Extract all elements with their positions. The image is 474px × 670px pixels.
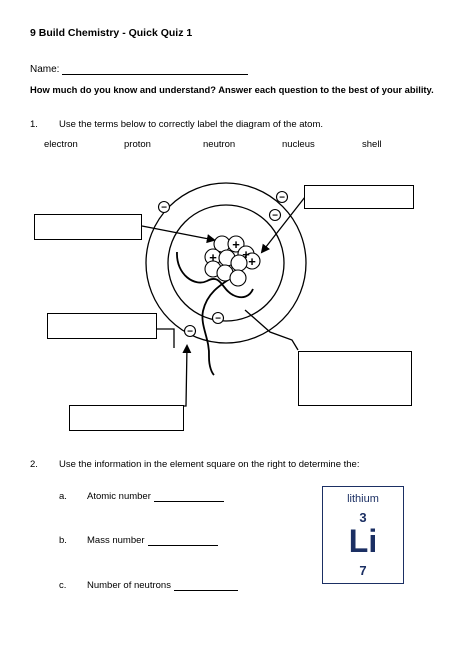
proton-symbol: + [248, 254, 256, 269]
proton-symbol: + [209, 250, 217, 265]
arrow-to-electron [178, 346, 187, 406]
q2c-letter: c. [59, 580, 67, 591]
name-label: Name: [30, 64, 60, 75]
quiz-title: 9 Build Chemistry - Quick Quiz 1 [30, 27, 193, 39]
electron-symbol: − [161, 202, 167, 214]
name-row [30, 63, 248, 75]
instructions: How much do you know and understand? Answer each question to the best of your ability. [30, 84, 434, 95]
term-nucleus: nucleus [282, 139, 315, 150]
neutrons-blank[interactable] [174, 580, 238, 591]
q2c-row [87, 580, 238, 591]
q2a-letter: a. [59, 491, 67, 502]
name-blank[interactable] [62, 63, 248, 75]
q2c-label: Number of neutrons [87, 580, 171, 591]
electron-symbol: − [279, 192, 285, 204]
term-electron: electron [44, 139, 78, 150]
electron-symbol: − [187, 326, 193, 338]
mass-number-blank[interactable] [148, 535, 218, 546]
label-box-outer[interactable] [298, 351, 412, 406]
element-mass-number: 7 [359, 563, 367, 578]
arrow-to-proton [142, 226, 214, 240]
q2b-row [87, 535, 218, 546]
atomic-number-blank[interactable] [154, 491, 224, 502]
leader-shell-right [245, 310, 298, 350]
label-box-shell[interactable] [47, 313, 157, 339]
q2b-letter: b. [59, 535, 67, 546]
q2a-row [87, 491, 224, 502]
q2-text: Use the information in the element square on the right to determine the: [59, 459, 360, 470]
q2b-label: Mass number [87, 535, 145, 546]
q1-text: Use the terms below to correctly label the diagram of the atom. [59, 119, 324, 130]
electron-symbol: − [215, 313, 221, 325]
label-box-nucleus[interactable] [304, 185, 414, 209]
element-square [322, 486, 404, 584]
q2-number: 2. [30, 459, 38, 470]
element-name: lithium [347, 493, 379, 505]
q1-number: 1. [30, 119, 38, 130]
term-proton: proton [124, 139, 151, 150]
arrow-to-nucleus [262, 197, 305, 252]
leader-shell-left [156, 329, 174, 348]
electron-symbol: − [272, 210, 278, 222]
proton-symbol: + [232, 237, 240, 252]
outer-shell-marker [202, 276, 234, 375]
term-shell: shell [362, 139, 382, 150]
term-neutron: neutron [203, 139, 236, 150]
label-box-proton[interactable] [34, 214, 142, 240]
label-box-electron[interactable] [69, 405, 184, 431]
proton-symbol: + [242, 247, 250, 262]
element-symbol: Li [348, 523, 378, 559]
q2a-label: Atomic number [87, 491, 151, 502]
element-atomic-number: 3 [359, 510, 367, 525]
